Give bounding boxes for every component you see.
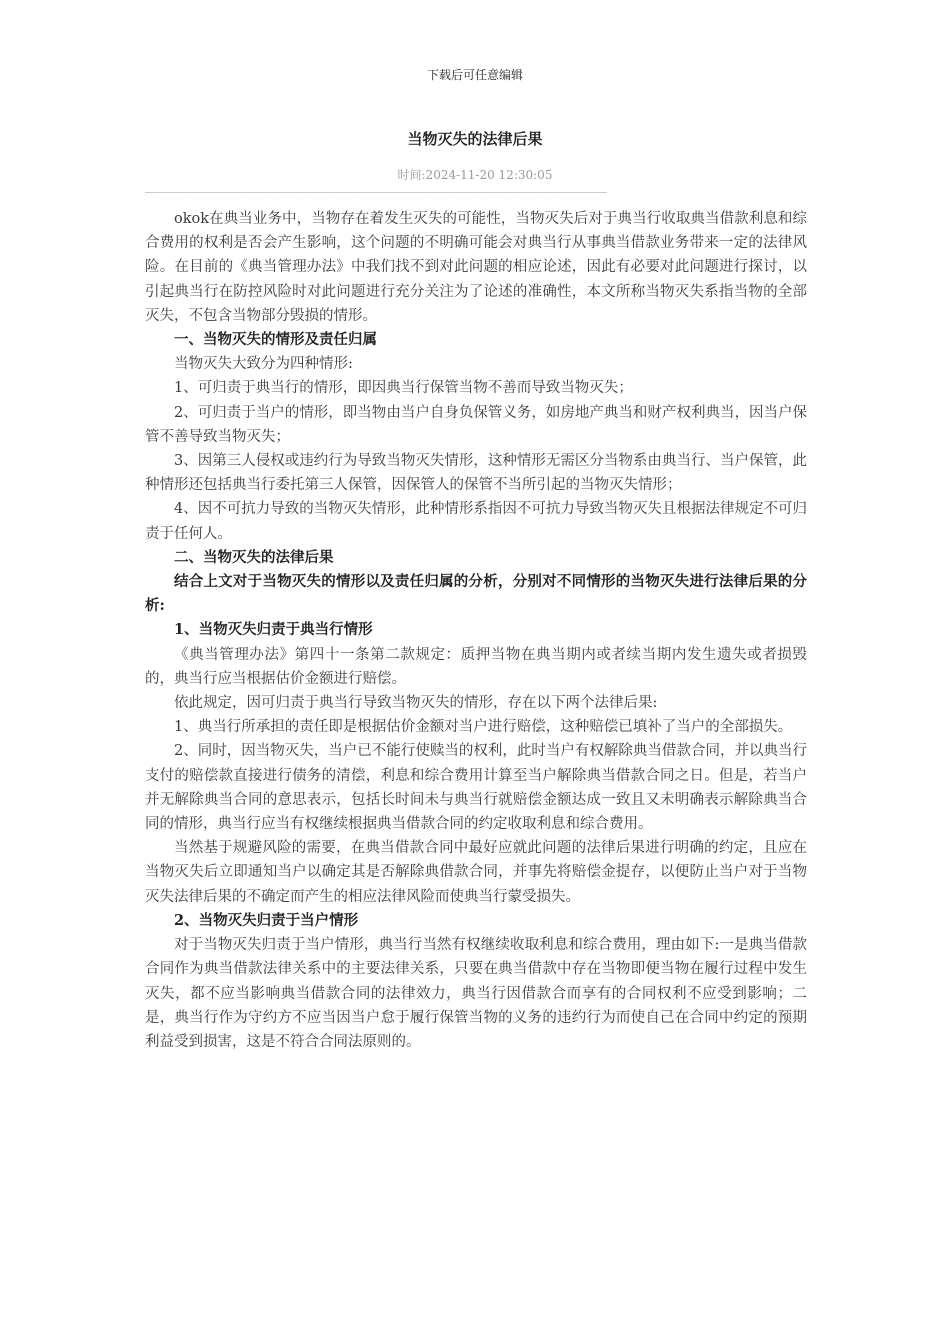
section-heading-2: 二、当物灭失的法律后果 xyxy=(174,548,334,566)
list-item: 2、可归责于当户的情形，即当物由当户自身负保管义务，如房地产典当和财产权利典当，因当户保管不善导致当物灭失； xyxy=(145,404,807,445)
paragraph: 当物灭失大致分为四种情形: xyxy=(174,356,353,373)
paragraph: 《典当管理办法》第四十一条第二款规定：质押当物在典当期内或者续当期内发生遗失或者损毁的，典当行应当根据估价金额进行赔偿。 xyxy=(145,646,807,687)
divider-line: ——————————————————————————————————————————————————————————— xyxy=(145,185,607,200)
paragraph-intro: okok在典当业务中，当物存在着发生灭失的可能性，当物灭失后对于典当行收取典当借款利息和综合费用的权利是否会产生影响，这个问题的不明确可能会对典当行从事典当借款业务带来一定的法律风险。在目前的《典当管理办法》中我们找不到对此问题的相应论述，因此有必要对此问题进行探讨，以引起典当行在防控风险时对此问题进行充分关注为了论述的准确性，本文所称当物灭失系指当物的全部灭失，不包含当物部分毁损的情形。 xyxy=(145,211,807,324)
list-item: 1、可归责于典当行的情形，即因典当行保管当物不善而导致当物灭失； xyxy=(174,380,633,397)
paragraph-bold: 结合上文对于当物灭失的情形以及责任归属的分析，分别对不同情形的当物灭失进行法律后果的分析: xyxy=(145,573,807,615)
page-title: 当物灭失的法律后果 xyxy=(407,130,543,148)
subsection-heading-1: 1、当物灭失归责于典当行情形 xyxy=(174,621,373,639)
section-heading-1: 一、当物灭失的情形及责任归属 xyxy=(174,331,377,349)
article-body xyxy=(145,207,807,1054)
list-item: 3、因第三人侵权或违约行为导致当物灭失情形，这种情形无需区分当物系由典当行、当户保管，此种情形还包括典当行委托第三人保管，因保管人的保管不当所引起的当物灭失情形； xyxy=(145,453,807,494)
list-item: 2、同时，因当物灭失，当户已不能行使赎当的权利，此时当户有权解除典当借款合同，并以典当行支付的赔偿款直接进行债务的清偿，利息和综合费用计算至当户解除典当借款合同之日。但是，若当户并无解除典当合同的意思表示，包括长时间未与典当行就赔偿金额达成一致且又未明确表示解除典当合同的情形，典当行应当有权继续根据典当借款合同的约定收取利息和综合费用。 xyxy=(145,743,807,833)
paragraph: 当然基于规避风险的需要，在典当借款合同中最好应就此问题的法律后果进行明确的约定，且应在当物灭失后立即通知当户以确定其是否解除典借款合同，并事先将赔偿金提存，以便防止当户对于当物灭失法律后果的不确定而产生的相应法律风险而使典当行蒙受损失。 xyxy=(145,840,807,905)
header-note: 下载后可任意编辑 xyxy=(426,68,523,82)
subsection-heading-2: 2、当物灭失归责于当户情形 xyxy=(174,911,359,929)
list-item: 1、典当行所承担的责任即是根据估价金额对当户进行赔偿，这种赔偿已填补了当户的全部损失。 xyxy=(174,719,793,736)
timestamp: 时间:2024-11-20 12:30:05 xyxy=(397,168,553,182)
paragraph: 依此规定，因可归责于典当行导致当物灭失的情形，存在以下两个法律后果: xyxy=(174,695,658,712)
list-item: 4、因不可抗力导致的当物灭失情形，此种情形系指因不可抗力导致当物灭失且根据法律规定不可归责于任何人。 xyxy=(145,501,807,542)
paragraph: 对于当物灭失归责于当户情形，典当行当然有权继续收取利息和综合费用，理由如下:一是典当借款合同作为典当借款法律关系中的主要法律关系，只要在典当借款中存在当物即便当物在履行过程中发生灭失，都不应当影响典当借款合同的法律效力，典当行因借款合而享有的合同权利不应受到影响；二是，典当行作为守约方不应当因当户怠于履行保管当物的义务的违约行为而使自己在合同中约定的预期利益受到损害，这是不符合合同法原则的。 xyxy=(145,937,807,1050)
